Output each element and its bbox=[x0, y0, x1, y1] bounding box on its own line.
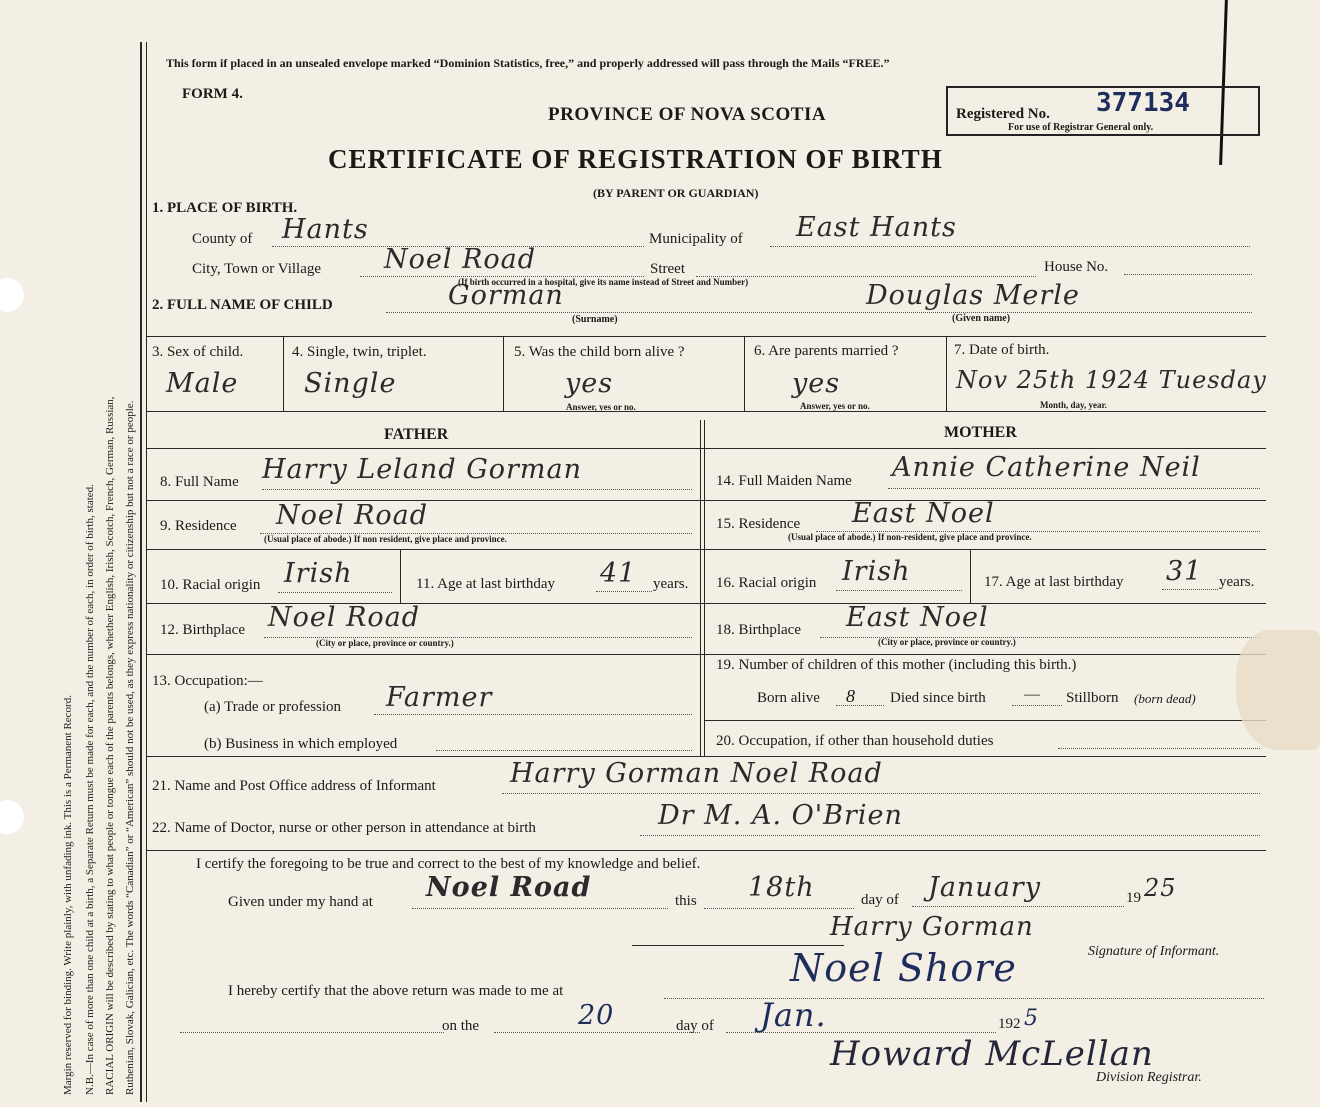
died-since-birth-label: Died since birth bbox=[890, 690, 986, 706]
given-under-hand-label: Given under my hand at bbox=[228, 894, 373, 910]
row3-bottom-border bbox=[146, 411, 1266, 412]
registered-label: Registered No. bbox=[956, 106, 1050, 122]
children-count-label: 19. Number of children of this mother (including this birth.) bbox=[716, 657, 1077, 673]
house-no-underline bbox=[1124, 274, 1252, 275]
father-trade-label: (a) Trade or profession bbox=[204, 699, 342, 715]
registrar-on-underline-left bbox=[180, 1032, 444, 1033]
doctor-underline bbox=[640, 835, 1260, 836]
father-age: 41 bbox=[600, 558, 637, 589]
born-alive-caption: Answer, yes or no. bbox=[566, 402, 636, 412]
registered-number: 377134 bbox=[1096, 88, 1190, 118]
father-occupation-label: 13. Occupation:— bbox=[152, 673, 263, 689]
house-no-label: House No. bbox=[1044, 259, 1109, 275]
city-value: Noel Road bbox=[384, 244, 537, 275]
mother-racial-label: 16. Racial origin bbox=[716, 575, 817, 591]
given-month-underline bbox=[912, 906, 1124, 907]
mother-age-years: years. bbox=[1219, 574, 1255, 590]
mother-racial-divider bbox=[970, 549, 971, 603]
county-label: County of bbox=[192, 231, 253, 247]
registrar-note: For use of Registrar General only. bbox=[1008, 122, 1154, 133]
doctor-label: 22. Name of Doctor, nurse or other person in attendance at birth bbox=[152, 820, 536, 836]
mother-residence: East Noel bbox=[852, 498, 995, 529]
given-day-underline bbox=[704, 908, 854, 909]
father-business-label: (b) Business in which employed bbox=[204, 736, 398, 752]
registrar-place: Noel Shore bbox=[790, 946, 1017, 990]
father-trade-underline bbox=[374, 714, 692, 715]
stillborn-caption: (born dead) bbox=[1134, 691, 1196, 706]
municipality-value: East Hants bbox=[796, 212, 957, 243]
document-title: CERTIFICATE OF REGISTRATION OF BIRTH bbox=[328, 144, 943, 174]
registrar-year-suffix: 5 bbox=[1024, 1006, 1039, 1031]
father-birthplace-caption: (City or place, province or country.) bbox=[316, 638, 454, 648]
given-day: 18th bbox=[748, 872, 815, 903]
registrar-signature: Howard McLellan bbox=[830, 1034, 1154, 1074]
father-age-underline bbox=[596, 591, 652, 592]
surname-caption: (Surname) bbox=[572, 314, 618, 325]
mother-name: Annie Catherine Neil bbox=[892, 452, 1201, 483]
mother-age-label: 17. Age at last birthday bbox=[984, 574, 1124, 590]
parents-married-caption: Answer, yes or no. bbox=[800, 401, 870, 411]
father-racial-label: 10. Racial origin bbox=[160, 577, 261, 593]
registrar-signature-caption: Division Registrar. bbox=[1096, 1070, 1202, 1085]
province-heading: PROVINCE OF NOVA SCOTIA bbox=[548, 104, 827, 125]
father-racial-underline bbox=[278, 592, 392, 593]
given-this-label: this bbox=[675, 893, 697, 909]
given-year-prefix: 19 bbox=[1126, 890, 1141, 906]
dob-caption: Month, day, year. bbox=[1040, 400, 1107, 410]
registrar-day-underline bbox=[494, 1032, 700, 1033]
registrar-place-underline bbox=[664, 998, 1264, 999]
mother-heading: MOTHER bbox=[944, 424, 1017, 441]
informant-signature: Harry Gorman bbox=[830, 912, 1034, 942]
registrar-day-of-label: day of bbox=[676, 1018, 714, 1034]
margin-note-racial-origin: RACIAL ORIGIN will be described by stating to what people or tongue each of the parents belongs, whether English, Irish, Scotch, French, German, Russian, bbox=[104, 396, 116, 1095]
father-residence-caption: (Usual place of abode.) If non resident, give place and province. bbox=[264, 534, 507, 544]
dob-label: 7. Date of birth. bbox=[954, 342, 1050, 358]
doctor-value: Dr M. A. O'Brien bbox=[658, 800, 903, 831]
torn-corner-damage bbox=[1236, 630, 1320, 750]
mother-occupation-label: 20. Occupation, if other than household duties bbox=[716, 733, 994, 749]
sex-value: Male bbox=[166, 368, 239, 399]
city-label: City, Town or Village bbox=[192, 261, 322, 277]
father-name-label: 8. Full Name bbox=[160, 474, 239, 490]
mother-birthplace-caption: (City or place, province or country.) bbox=[878, 637, 1016, 647]
informant-underline bbox=[502, 793, 1260, 794]
margin-note-multiple-births: N.B.—In case of more than one child at a birth, a Separate Return must be made for each, and the number of each, in order of birth, stated. bbox=[84, 484, 96, 1095]
mother-name-label: 14. Full Maiden Name bbox=[716, 473, 852, 489]
child-name-underline bbox=[386, 312, 1252, 313]
registered-number-box bbox=[946, 86, 1260, 136]
mother-age: 31 bbox=[1166, 556, 1203, 587]
given-name-caption: (Given name) bbox=[952, 313, 1011, 324]
mother-racial: Irish bbox=[842, 556, 911, 587]
father-trade: Farmer bbox=[386, 682, 493, 713]
street-label: Street bbox=[650, 261, 685, 277]
row13-top bbox=[146, 654, 1266, 655]
row8-top bbox=[146, 448, 1266, 449]
certification-statement: I certify the foregoing to be true and correct to the best of my knowledge and belief. bbox=[196, 856, 701, 872]
given-month: January bbox=[928, 872, 1041, 903]
dob-value: Nov 25th 1924 Tuesday bbox=[956, 366, 1267, 394]
stillborn-label: Stillborn bbox=[1066, 690, 1119, 706]
mother-residence-caption: (Usual place of abode.) If non-resident, give place and province. bbox=[788, 532, 1032, 542]
father-residence-label: 9. Residence bbox=[160, 518, 237, 534]
mother-occupation-underline bbox=[1058, 748, 1260, 749]
corner-pen-mark bbox=[1219, 0, 1228, 165]
born-alive-question: 5. Was the child born alive ? bbox=[514, 344, 685, 360]
document-subtitle: (BY PARENT OR GUARDIAN) bbox=[593, 186, 759, 200]
mother-name-underline bbox=[888, 488, 1260, 489]
given-year-suffix: 25 bbox=[1144, 874, 1177, 902]
municipality-label: Municipality of bbox=[649, 231, 743, 247]
child-surname: Gorman bbox=[448, 280, 564, 311]
registrar-month: Jan. bbox=[760, 996, 827, 1034]
born-alive-count-underline bbox=[836, 705, 884, 706]
informant-value: Harry Gorman Noel Road bbox=[510, 758, 883, 789]
father-age-years: years. bbox=[653, 576, 689, 592]
informant-label: 21. Name and Post Office address of Informant bbox=[152, 778, 436, 794]
row21-top bbox=[146, 756, 1266, 757]
father-birthplace-label: 12. Birthplace bbox=[160, 622, 245, 638]
mother-birthplace-label: 18. Birthplace bbox=[716, 622, 801, 638]
sex-label: 3. Sex of child. bbox=[152, 344, 244, 360]
form-number: FORM 4. bbox=[182, 86, 243, 102]
row3-divider-3 bbox=[744, 336, 745, 411]
informant-signature-caption: Signature of Informant. bbox=[1088, 944, 1220, 959]
father-name: Harry Leland Gorman bbox=[262, 454, 583, 485]
given-place-underline bbox=[412, 908, 668, 909]
punch-hole-bottom bbox=[0, 800, 24, 834]
mother-racial-underline bbox=[836, 590, 962, 591]
born-alive-count-label: Born alive bbox=[757, 690, 820, 706]
registrar-year-prefix: 192 bbox=[998, 1016, 1021, 1032]
father-racial-divider bbox=[400, 549, 401, 603]
parent-column-divider bbox=[700, 420, 701, 756]
county-value: Hants bbox=[282, 214, 369, 245]
father-heading: FATHER bbox=[384, 426, 449, 443]
parent-column-divider-inner bbox=[704, 420, 705, 756]
registrar-statement: I hereby certify that the above return was made to me at bbox=[228, 983, 564, 999]
hospital-note: (If birth occurred in a hospital, give its name instead of Street and Number) bbox=[458, 277, 749, 287]
row3-divider-1 bbox=[283, 336, 284, 411]
father-birthplace: Noel Road bbox=[268, 602, 421, 633]
row10-top bbox=[146, 549, 1266, 550]
father-racial: Irish bbox=[284, 558, 353, 589]
postal-notice: This form if placed in an unsealed envelope marked “Dominion Statistics, free,” and properly addressed will pass through the Mails “FREE.” bbox=[166, 56, 890, 70]
father-age-label: 11. Age at last birthday bbox=[416, 576, 555, 592]
municipality-underline bbox=[770, 246, 1250, 247]
father-residence: Noel Road bbox=[276, 500, 429, 531]
place-of-birth-heading: 1. PLACE OF BIRTH. bbox=[152, 200, 298, 216]
plurality-value: Single bbox=[304, 368, 397, 399]
mother-residence-label: 15. Residence bbox=[716, 516, 801, 532]
mother-birthplace: East Noel bbox=[846, 602, 989, 633]
child-name-label: 2. FULL NAME OF CHILD bbox=[152, 297, 333, 313]
registrar-day: 20 bbox=[578, 1000, 615, 1031]
father-business-underline bbox=[436, 750, 692, 751]
form-left-border bbox=[140, 42, 142, 1102]
given-place: Noel Road bbox=[426, 872, 592, 903]
born-alive-answer: yes bbox=[565, 368, 614, 399]
row23-top bbox=[146, 850, 1266, 851]
parents-married-question: 6. Are parents married ? bbox=[754, 343, 899, 359]
row20-top bbox=[704, 720, 1266, 721]
row3-top-border bbox=[146, 336, 1266, 337]
margin-note-binding: Margin reserved for binding. Write plainly, with unfading ink. This is a Permanent Record. bbox=[62, 695, 74, 1095]
row3-divider-2 bbox=[503, 336, 504, 411]
mother-age-underline bbox=[1162, 589, 1218, 590]
registrar-on-label: on the bbox=[442, 1018, 480, 1034]
parents-married-answer: yes bbox=[792, 368, 841, 399]
father-name-underline bbox=[262, 489, 692, 490]
punch-hole-top bbox=[0, 278, 24, 312]
died-since-birth-underline bbox=[1012, 705, 1062, 706]
margin-note-nationality: Ruthenian, Slovak, Galician, etc. The words “Canadian” or “American” should not be used, as they express nationality or citizenship but not a race or people. bbox=[124, 400, 136, 1095]
died-since-birth-count: — bbox=[1024, 686, 1040, 703]
born-alive-count: 8 bbox=[846, 686, 855, 706]
form-left-border-inner bbox=[146, 42, 147, 1102]
row3-divider-4 bbox=[946, 336, 947, 411]
given-day-of-label: day of bbox=[861, 892, 899, 908]
plurality-label: 4. Single, twin, triplet. bbox=[292, 344, 427, 360]
child-given-name: Douglas Merle bbox=[866, 280, 1080, 311]
